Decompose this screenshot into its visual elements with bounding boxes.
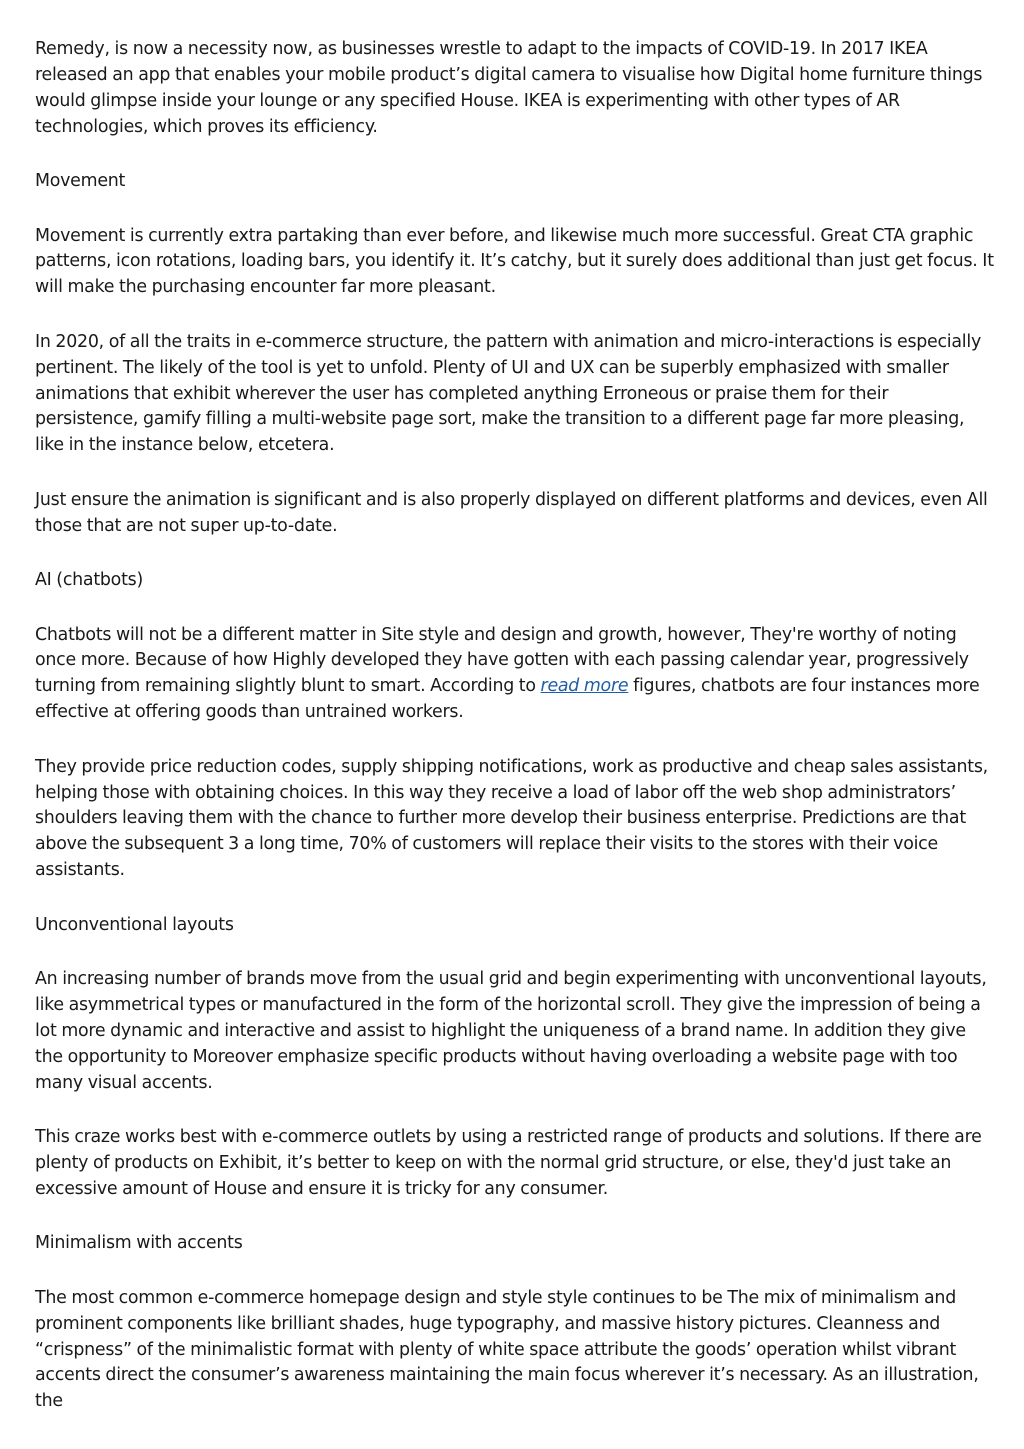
section-heading-unconventional-layouts: Unconventional layouts (35, 914, 234, 935)
movement-paragraph-1: Movement is currently extra partaking than ever before, and likewise much more successful. Great CTA graphic patterns, icon rotations, loading bars, you identify it. It’s catchy, but it surely does additional than just get focus. It will make the purchasing encounter far more pleasant. (35, 225, 994, 298)
movement-paragraph-2: In 2020, of all the traits in e-commerce structure, the pattern with animation and micro-interactions is especially pertinent. The likely of the tool is yet to unfold. Plenty of UI and UX can be superbly emphasized with smaller animations that exhibit wherever the user has completed anything Erroneous or praise them for their persistence, gamify filling a multi-website page sort, make the transition to a different page far more pleasing, like in the instance below, etcetera. (35, 331, 981, 456)
section-heading-movement: Movement (35, 171, 126, 192)
ai-paragraph-2: They provide price reduction codes, supply shipping notifications, work as productive and cheap sales assistants, helping those with obtaining choices. In this way they receive a load of labor off the web shop administrators’ shoulders leaving them with the chance to further more develop their business enterprise. Predictions are that above the subsequent 3 a long time, 70% of customers will replace their visits to the stores with their voice assistants. (35, 756, 988, 881)
section-heading-minimalism: Minimalism with accents (35, 1233, 243, 1254)
layouts-paragraph-2: This craze works best with e-commerce outlets by using a restricted range of products and solutions. If there are plenty of products on Exhibit, it’s better to keep on with the normal grid structure, or else, they'd just take an excessive amount of House and ensure it is tricky for any consumer. (35, 1127, 982, 1199)
ai-paragraph-1-after: figures, chatbots are four instances more effective at offering goods than untrained workers. (35, 676, 980, 723)
ai-paragraph-1-before: Chatbots will not be a different matter in Site style and design and growth, however, They're worthy of noting once more. Because of how Highly developed they have gotten with each passing calendar year, progressively turning from remaining slightly blunt to smart. According to (35, 624, 969, 697)
read-more-link[interactable]: read more (540, 676, 629, 697)
layouts-paragraph-1: An increasing number of brands move from the usual grid and begin experimenting with unconventional layouts, like asymmetrical types or manufactured in the form of the horizontal scroll. They give the impression of being a lot more dynamic and interactive and assist to highlight the uniqueness of a brand name. In addition they give the opportunity to Moreover emphasize specific products without having overloading a website page with too many visual accents. (35, 969, 987, 1093)
ai-paragraph-1 (35, 623, 995, 727)
minimalism-paragraph-1: The most common e-commerce homepage design and style style continues to be The mix of minimalism and prominent components like brilliant shades, huge typography, and massive history pictures. Cleanness and “crispness” of the minimalistic format with plenty of white space attribute the goods’ operation whilst vibrant accents direct the consumer’s awareness maintaining the main focus wherever it’s necessary. As an illustration, the (35, 1287, 979, 1412)
movement-paragraph-3: Just ensure the animation is significant and is also properly displayed on different platforms and devices, even All those that are not super up-to-date. (35, 489, 988, 536)
intro-paragraph: Remedy, is now a necessity now, as businesses wrestle to adapt to the impacts of COVID-19. In 2017 IKEA released an app that enables your mobile product’s digital camera to visualise how Digital home furniture things would glimpse inside your lounge or any specified House. IKEA is experimenting with other types of AR technologies, which proves its efficiency. (35, 39, 983, 137)
article-body (35, 37, 995, 1444)
section-heading-ai-chatbots: AI (chatbots) (35, 570, 143, 591)
